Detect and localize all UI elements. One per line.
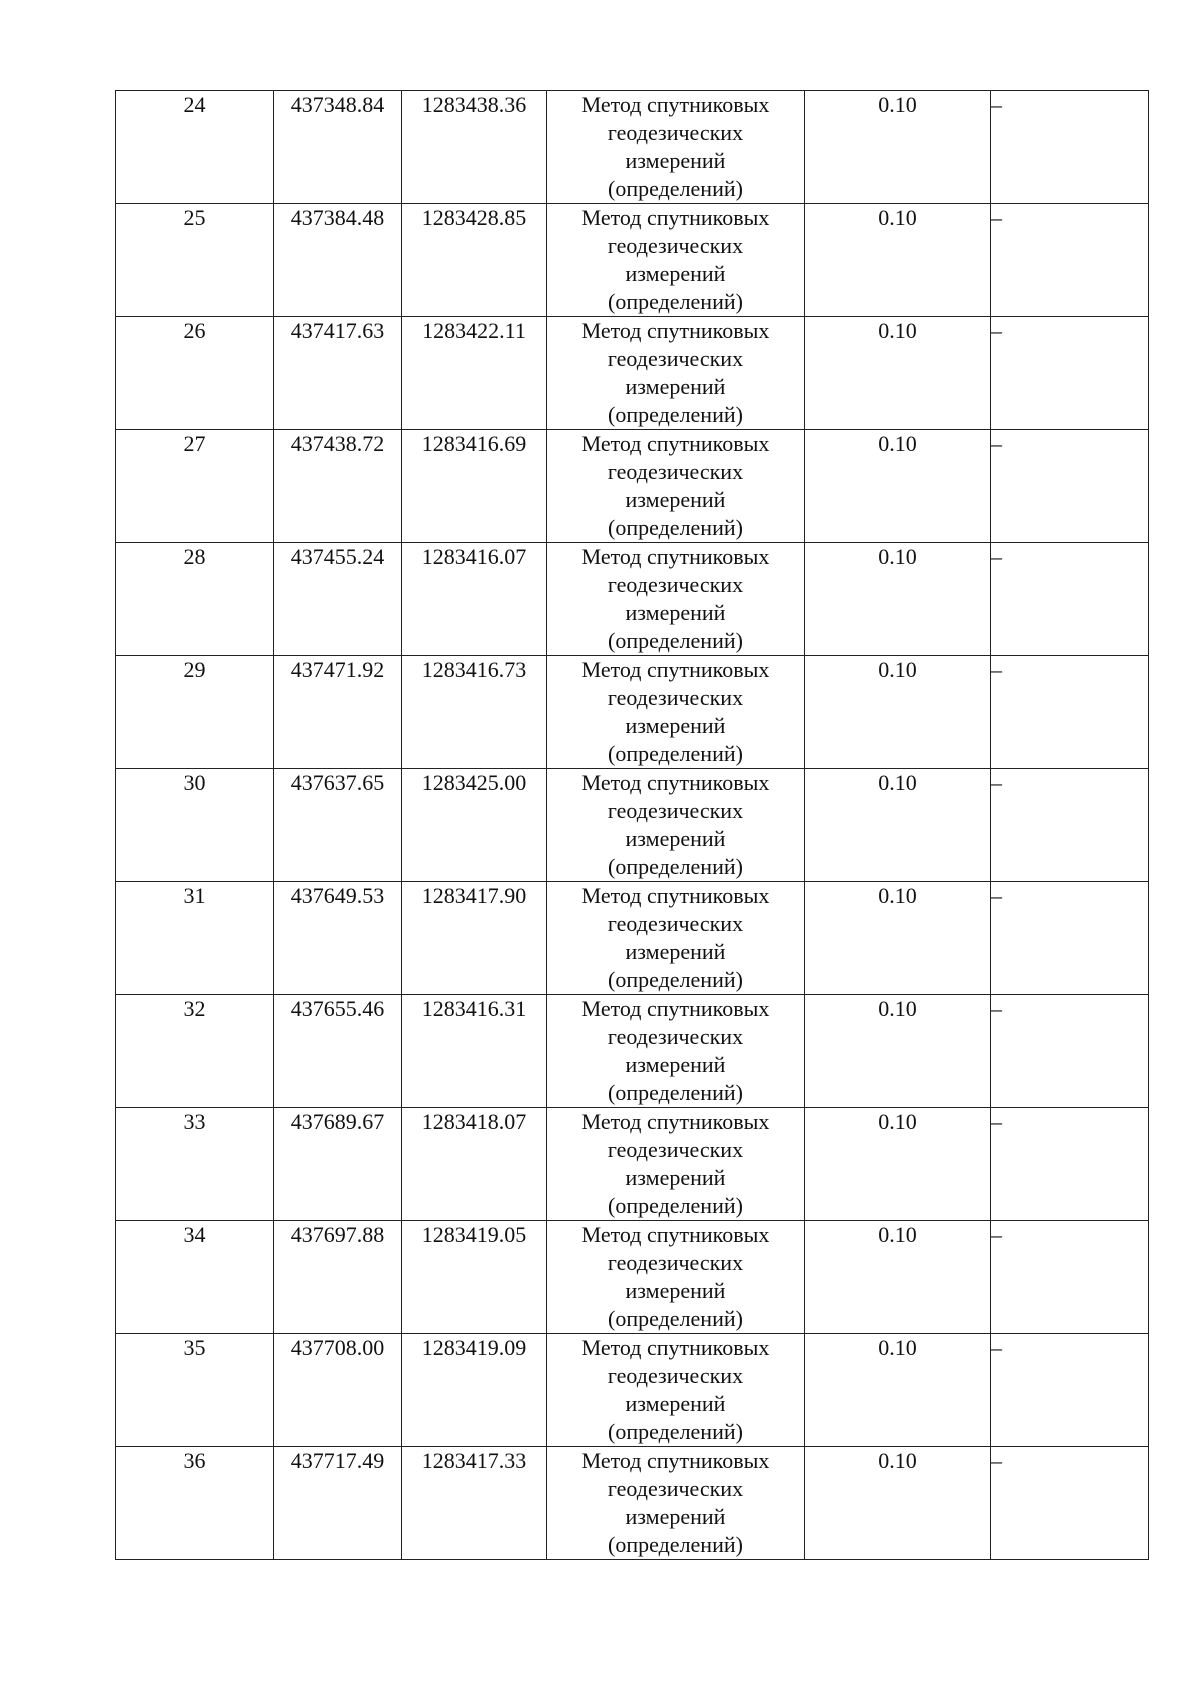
method-cell: Метод спутниковых геодезических измерений (определений): [547, 430, 805, 543]
accuracy-cell: 0.10: [805, 1221, 991, 1334]
description-cell: –: [991, 656, 1149, 769]
description-cell: –: [991, 430, 1149, 543]
coordinate-y-cell: 1283416.31: [402, 995, 547, 1108]
point-number-cell: 24: [116, 91, 274, 204]
table-row: [116, 1334, 1149, 1447]
method-cell: Метод спутниковых геодезических измерений (определений): [547, 1221, 805, 1334]
table-row: [116, 91, 1149, 204]
accuracy-cell: 0.10: [805, 430, 991, 543]
coordinate-x-cell: 437708.00: [274, 1334, 402, 1447]
point-number-cell: 31: [116, 882, 274, 995]
accuracy-cell: 0.10: [805, 91, 991, 204]
coordinate-y-cell: 1283416.69: [402, 430, 547, 543]
table-row: [116, 769, 1149, 882]
coordinate-x-cell: 437649.53: [274, 882, 402, 995]
coordinate-x-cell: 437348.84: [274, 91, 402, 204]
table-row: [116, 1221, 1149, 1334]
table-row: [116, 430, 1149, 543]
coordinate-y-cell: 1283418.07: [402, 1108, 547, 1221]
table-body: [116, 91, 1149, 1560]
table-row: [116, 1108, 1149, 1221]
table-row: [116, 317, 1149, 430]
description-cell: –: [991, 1447, 1149, 1560]
coordinate-x-cell: 437384.48: [274, 204, 402, 317]
table-row: [116, 1447, 1149, 1560]
table-row: [116, 656, 1149, 769]
coordinate-x-cell: 437689.67: [274, 1108, 402, 1221]
method-cell: Метод спутниковых геодезических измерений (определений): [547, 1334, 805, 1447]
method-cell: Метод спутниковых геодезических измерений (определений): [547, 317, 805, 430]
table-row: [116, 995, 1149, 1108]
method-cell: Метод спутниковых геодезических измерений (определений): [547, 882, 805, 995]
accuracy-cell: 0.10: [805, 1334, 991, 1447]
description-cell: –: [991, 1221, 1149, 1334]
method-cell: Метод спутниковых геодезических измерений (определений): [547, 1108, 805, 1221]
point-number-cell: 32: [116, 995, 274, 1108]
coordinates-table: [115, 90, 1149, 1560]
description-cell: –: [991, 882, 1149, 995]
coordinate-x-cell: 437637.65: [274, 769, 402, 882]
table-row: [116, 882, 1149, 995]
coordinate-y-cell: 1283438.36: [402, 91, 547, 204]
description-cell: –: [991, 204, 1149, 317]
point-number-cell: 30: [116, 769, 274, 882]
point-number-cell: 25: [116, 204, 274, 317]
method-cell: Метод спутниковых геодезических измерений (определений): [547, 91, 805, 204]
coordinate-y-cell: 1283419.09: [402, 1334, 547, 1447]
accuracy-cell: 0.10: [805, 656, 991, 769]
coordinate-x-cell: 437655.46: [274, 995, 402, 1108]
coordinate-y-cell: 1283419.05: [402, 1221, 547, 1334]
point-number-cell: 29: [116, 656, 274, 769]
method-cell: Метод спутниковых геодезических измерений (определений): [547, 1447, 805, 1560]
description-cell: –: [991, 769, 1149, 882]
coordinate-x-cell: 437717.49: [274, 1447, 402, 1560]
description-cell: –: [991, 91, 1149, 204]
accuracy-cell: 0.10: [805, 769, 991, 882]
point-number-cell: 35: [116, 1334, 274, 1447]
method-cell: Метод спутниковых геодезических измерений (определений): [547, 995, 805, 1108]
accuracy-cell: 0.10: [805, 995, 991, 1108]
description-cell: –: [991, 1334, 1149, 1447]
point-number-cell: 27: [116, 430, 274, 543]
coordinate-y-cell: 1283428.85: [402, 204, 547, 317]
coordinate-x-cell: 437455.24: [274, 543, 402, 656]
point-number-cell: 28: [116, 543, 274, 656]
description-cell: –: [991, 995, 1149, 1108]
coordinate-x-cell: 437417.63: [274, 317, 402, 430]
point-number-cell: 33: [116, 1108, 274, 1221]
accuracy-cell: 0.10: [805, 882, 991, 995]
point-number-cell: 36: [116, 1447, 274, 1560]
accuracy-cell: 0.10: [805, 1447, 991, 1560]
coordinate-y-cell: 1283417.90: [402, 882, 547, 995]
point-number-cell: 26: [116, 317, 274, 430]
coordinate-y-cell: 1283417.33: [402, 1447, 547, 1560]
coordinate-y-cell: 1283416.07: [402, 543, 547, 656]
description-cell: –: [991, 317, 1149, 430]
accuracy-cell: 0.10: [805, 1108, 991, 1221]
coordinate-x-cell: 437438.72: [274, 430, 402, 543]
accuracy-cell: 0.10: [805, 204, 991, 317]
method-cell: Метод спутниковых геодезических измерений (определений): [547, 769, 805, 882]
table-row: [116, 543, 1149, 656]
coordinate-x-cell: 437471.92: [274, 656, 402, 769]
description-cell: –: [991, 543, 1149, 656]
coordinate-x-cell: 437697.88: [274, 1221, 402, 1334]
description-cell: –: [991, 1108, 1149, 1221]
coordinate-y-cell: 1283425.00: [402, 769, 547, 882]
accuracy-cell: 0.10: [805, 543, 991, 656]
coordinate-y-cell: 1283422.11: [402, 317, 547, 430]
point-number-cell: 34: [116, 1221, 274, 1334]
coordinate-y-cell: 1283416.73: [402, 656, 547, 769]
table-row: [116, 204, 1149, 317]
method-cell: Метод спутниковых геодезических измерений (определений): [547, 204, 805, 317]
accuracy-cell: 0.10: [805, 317, 991, 430]
method-cell: Метод спутниковых геодезических измерений (определений): [547, 543, 805, 656]
method-cell: Метод спутниковых геодезических измерений (определений): [547, 656, 805, 769]
